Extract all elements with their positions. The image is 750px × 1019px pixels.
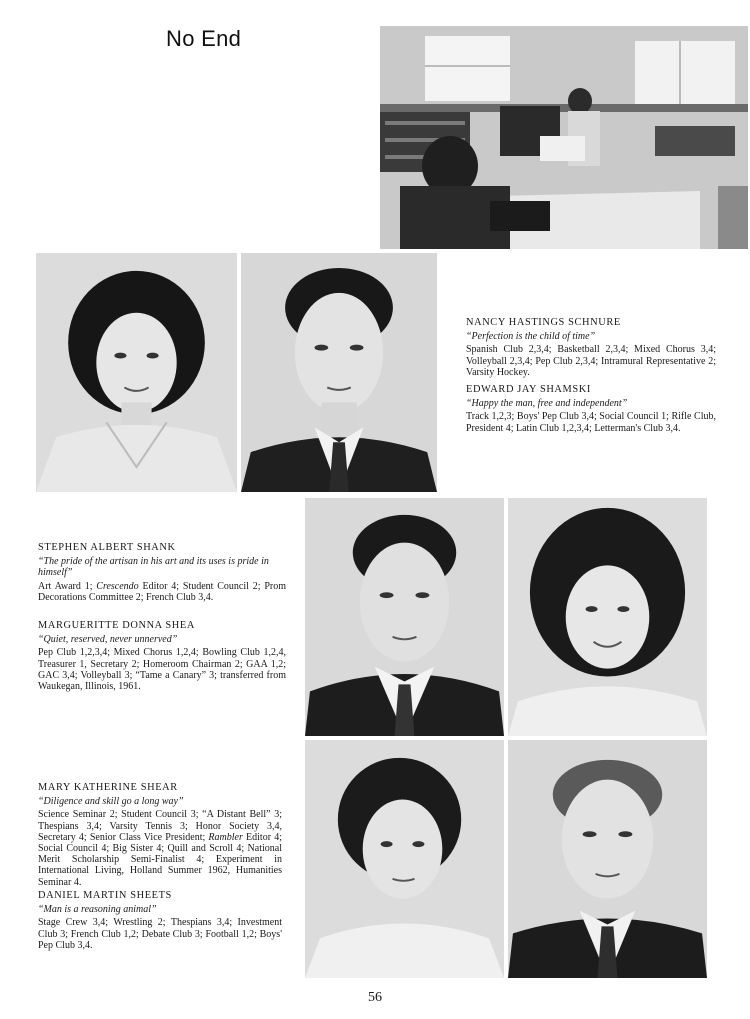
portrait-nancy-schnure [36,253,237,492]
senior-entry [38,890,282,951]
senior-quote: “Diligence and skill go a long way” [38,796,184,808]
senior-activities: Spanish Club 2,3,4; Basketball 2,3,4; Mixed Chorus 3,4; Volleyball 2,3,4; Pep Club 2,3,4; Intramural Representative 2; Varsity Hockey. [466,344,716,378]
senior-quote: “Quiet, reserved, never unnerved” [38,634,178,646]
page-number: 56 [368,990,382,1005]
senior-name: STEPHEN ALBERT SHANK [38,542,176,553]
senior-entry [38,542,286,603]
senior-name: NANCY HASTINGS SCHNURE [466,317,621,328]
senior-name: EDWARD JAY SHAMSKI [466,384,591,395]
senior-quote: “Happy the man, free and independent” [466,398,628,410]
senior-quote: “Perfection is the child of time” [466,331,596,343]
senior-activities: Pep Club 1,2,3,4; Mixed Chorus 1,2,4; Bowling Club 1,2,4, Treasurer 1, Secretary 2; Homeroom Chairman 2; GAA 1,2; GAC 3,4; Volleyball 3; “Tame a Canary” 3; transferred from Waukegan, Illinois, 1961. [38,647,286,693]
senior-name: DANIEL MARTIN SHEETS [38,890,172,901]
senior-entry [466,384,716,434]
senior-name: MARGUERITTE DONNA SHEA [38,620,195,631]
senior-name: MARY KATHERINE SHEAR [38,782,178,793]
senior-entry [38,620,286,692]
portrait-mary-shear [305,740,504,978]
portrait-margueritte-shea [508,498,707,736]
portrait-edward-shamski [241,253,437,492]
senior-activities: Track 1,2,3; Boys' Pep Club 3,4; Social Council 1; Rifle Club, President 4; Latin Club 1,2,3,4; Letterman's Club 3,4. [466,411,716,434]
portrait-daniel-sheets [508,740,707,978]
senior-activities: Art Award 1; Crescendo Editor 4; Student Council 2; Prom Decorations Committee 2; French Club 3,4. [38,580,286,603]
senior-entry [38,782,282,888]
senior-quote: “The pride of the artisan in his art and its uses is pride in himself” [38,556,269,579]
senior-quote: “Man is a reasoning animal” [38,904,157,916]
senior-entry [466,317,716,378]
classroom-photo [380,26,748,249]
portrait-stephen-shank [305,498,504,736]
senior-activities: Stage Crew 3,4; Wrestling 2; Thespians 3,4; Investment Club 3; French Club 1,2; Debate Club 3; Football 1,2; Boys' Pep Club 3,4. [38,917,282,951]
senior-activities: Science Seminar 2; Student Council 3; “A Distant Bell” 3; Thespians 3,4; Varsity Tennis 3; Honor Society 3,4, Secretary 4; Senior Class Vice President; Rambler Editor 4; Social Council 4; Big Sister 4; Quill and Scroll 4; National Merit Scholarship Semi-Finalist 4; Experiment in International Living, Holland Summer 1962, Humanities Seminar 4. [38,809,282,888]
page-heading: No End [166,26,242,51]
